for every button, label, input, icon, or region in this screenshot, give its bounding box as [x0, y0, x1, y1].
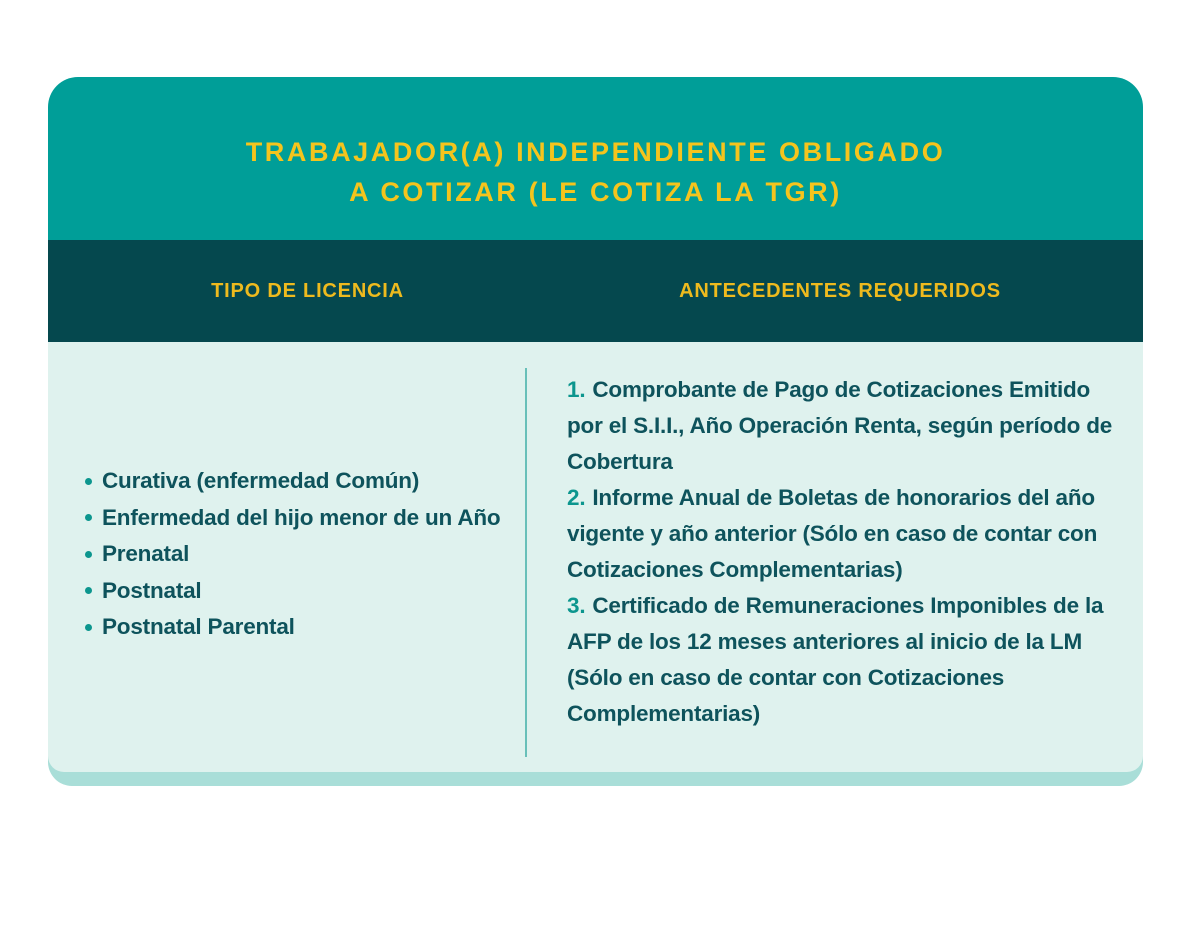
requirement-number: 2.: [567, 485, 586, 510]
requirement-text: Comprobante de Pago de Cotizaciones Emitido por el S.I.I., Año Operación Renta, según período de Cobertura: [567, 377, 1113, 474]
requirement-text: Informe Anual de Boletas de honorarios del año vigente y año anterior (Sólo en caso de contar con Cotizaciones Complementarias): [567, 485, 1098, 582]
bullet-icon: [85, 478, 92, 485]
requirement-number: 1.: [567, 377, 586, 402]
bullet-icon: [85, 551, 92, 558]
license-type-label: Postnatal Parental: [102, 614, 295, 639]
license-type-list: [48, 342, 525, 772]
requirements-list: [525, 342, 1143, 772]
bullet-icon: [85, 624, 92, 631]
list-item: [85, 536, 507, 573]
column-headers-row: [48, 240, 1143, 342]
card-title-line-1: TRABAJADOR(A) INDEPENDIENTE OBLIGADO: [245, 136, 946, 167]
list-item: [85, 499, 507, 536]
card-title-line-2: A COTIZAR (LE COTIZA LA TGR): [349, 176, 842, 207]
list-item: [85, 463, 507, 500]
requirement-item: [567, 372, 1121, 480]
card: [48, 77, 1143, 772]
list-item: [85, 572, 507, 609]
bullet-icon: [85, 514, 92, 521]
table-body: [48, 342, 1143, 772]
requirement-number: 3.: [567, 593, 586, 618]
column-header-antecedentes-requeridos: ANTECEDENTES REQUERIDOS: [679, 279, 1001, 302]
card-header: [48, 77, 1143, 240]
requirement-item: [567, 588, 1121, 732]
license-info-card: [48, 77, 1143, 786]
column-header-tipo-de-licencia: TIPO DE LICENCIA: [211, 279, 404, 302]
license-type-label: Enfermedad del hijo menor de un Año: [102, 504, 501, 530]
requirement-text: Certificado de Remuneraciones Imponibles de la AFP de los 12 meses anteriores al inicio de la LM (Sólo en caso de contar con Cotizaciones Complementarias): [567, 593, 1104, 726]
column-divider: [525, 368, 527, 757]
bullet-icon: [85, 587, 92, 594]
license-type-label: Prenatal: [102, 541, 190, 566]
requirement-item: [567, 480, 1121, 588]
license-type-label: Curativa (enfermedad Común): [102, 468, 420, 493]
list-item: [85, 609, 507, 646]
license-type-label: Postnatal: [102, 577, 202, 603]
